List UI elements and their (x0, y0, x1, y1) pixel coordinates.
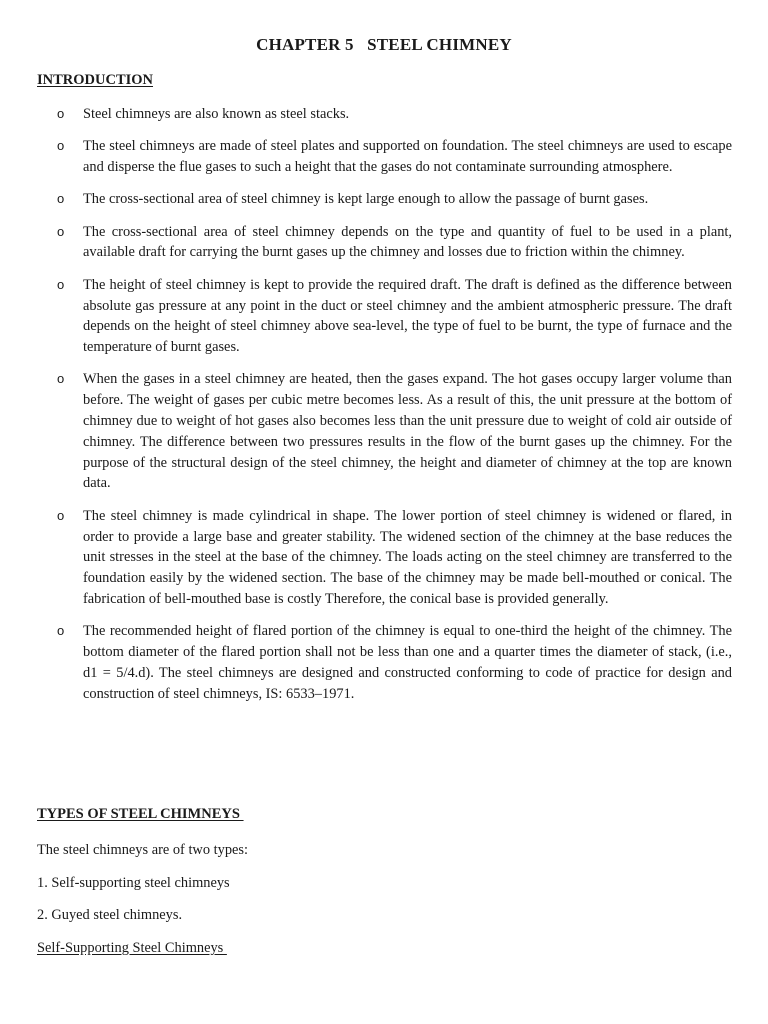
bullet-text: When the gases in a steel chimney are heated, then the gases expand. The hot gases occupy larger volume than before. The weight of gases per cubic metre becomes less. As a result of this, the unit pressure at the bottom of chimney due to weight of hot gases also becomes less than the unit pressure due to weight of cold air outside of chimney. The difference between two pressures results in the flow of the burnt gases up the chimney. For the purpose of the structural design of the steel chimney, the height and diameter of chimney at the top are known data. (83, 371, 732, 492)
bullet-marker-icon: o (57, 623, 65, 639)
bullet-text: The height of steel chimney is kept to provide the required draft. The draft is defined as the difference between absolute gas pressure at any point in the duct or steel chimney and the ambient atmospheric pressure. The draft depends on the height of steel chimney above sea-level, the type of fuel to be burnt, the type of furnace and the temperature of burnt gases. (83, 276, 732, 356)
bullet-text: The steel chimney is made cylindrical in shape. The lower portion of steel chimney is widened or flared, in order to provide a large base and greater stability. The widened section of the chimney at the base reduces the unit stresses in the steel at the base of the chimney. The loads acting on the steel chimney are transferred to the foundation easily by the widened section. The base of the chimney may be made bell-mouthed or conical. The fabrication of bell-mouthed base is costly Therefore, the conical base is provided generally. (83, 507, 732, 607)
bullet-marker-icon: o (57, 191, 65, 207)
bullet-item (0, 369, 768, 494)
bullet-item (0, 189, 768, 210)
self-supporting-subheading: Self-Supporting Steel Chimneys (37, 940, 227, 956)
bullet-marker-icon: o (57, 371, 65, 387)
type-list-item: 1. Self-supporting steel chimneys (37, 875, 230, 891)
bullet-item (0, 275, 768, 358)
bullet-item (0, 621, 768, 704)
bullet-marker-icon: o (57, 138, 65, 154)
bullet-text: The recommended height of flared portion of the chimney is equal to one-third the height of the chimney. The bottom diameter of the flared portion shall not be less than one and a quarter times the diameter of stack, (i.e., d1 = 5/4.d). The steel chimneys are designed and constructed conforming to code of practice for design and construction of steel chimneys, IS: 6533–1971. (83, 623, 732, 702)
introduction-heading: INTRODUCTION (37, 72, 154, 88)
type-list-item: 2. Guyed steel chimneys. (37, 907, 183, 923)
bullet-text: Steel chimneys are also known as steel stacks. (83, 106, 350, 122)
bullet-text: The cross-sectional area of steel chimney is kept large enough to allow the passage of burnt gases. (83, 191, 649, 208)
chapter-title: CHAPTER 5 STEEL CHIMNEY (256, 35, 512, 54)
bullet-marker-icon: o (57, 507, 65, 523)
introduction-bullet-list (0, 104, 768, 716)
bullet-text: The steel chimneys are made of steel plates and supported on foundation. The steel chimneys are used to escape and disperse the flue gases to such a height that the gases do not contaminate surrounding atmosphere. (83, 138, 732, 176)
bullet-item (0, 222, 768, 264)
bullet-item (0, 104, 768, 125)
bullet-marker-icon: o (57, 106, 65, 121)
bullet-item (0, 136, 768, 178)
bullet-marker-icon: o (57, 223, 65, 239)
bullet-item (0, 506, 768, 610)
bullet-marker-icon: o (57, 276, 65, 292)
bullet-text: The cross-sectional area of steel chimney depends on the type and quantity of fuel to be used in a plant, available draft for carrying the burnt gases up the chimney and losses due to friction within the chimney. (83, 223, 732, 261)
types-heading: TYPES OF STEEL CHIMNEYS (37, 806, 244, 822)
types-intro-text: The steel chimneys are of two types: (37, 842, 248, 858)
